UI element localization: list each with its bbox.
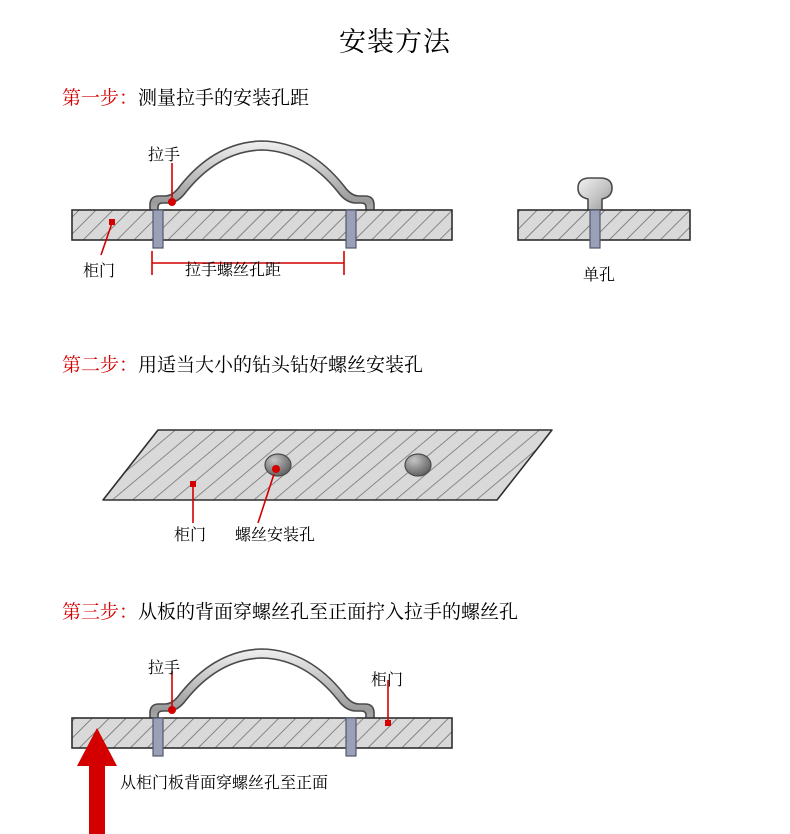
cabinet-door-board <box>72 210 452 240</box>
step-3-number: 第三步 <box>62 601 120 623</box>
screw-right-3 <box>346 718 356 756</box>
label-cabinet-door-1: 柜门 <box>83 261 116 280</box>
handle-leader-dot <box>168 198 176 206</box>
hole-leader-dot <box>272 465 280 473</box>
step-3-separator: ： <box>119 601 139 623</box>
step-2-separator: ： <box>119 354 139 376</box>
door-leader-dot-3 <box>385 720 391 726</box>
cabinet-door-board-right <box>518 210 690 240</box>
page-title: 安装方法 <box>339 27 451 58</box>
label-handle-3: 拉手 <box>148 658 181 677</box>
screw-right <box>346 210 356 248</box>
step-1-separator: ： <box>119 87 139 109</box>
label-screw-hole: 螺丝安装孔 <box>235 525 316 544</box>
screw-single <box>590 210 600 248</box>
label-cabinet-door-2: 柜门 <box>174 525 207 544</box>
step-1-text: 测量拉手的安装孔距 <box>138 87 310 109</box>
label-from-back: 从柜门板背面穿螺丝孔至正面 <box>120 773 329 792</box>
step-3-text: 从板的背面穿螺丝孔至正面拧入拉手的螺丝孔 <box>138 601 519 623</box>
handle-leader-dot-3 <box>168 706 176 714</box>
screw-left-3 <box>153 718 163 756</box>
single-hole-knob <box>578 178 612 214</box>
step-2-heading <box>62 350 423 377</box>
label-cabinet-door-3: 柜门 <box>371 670 404 689</box>
screw-hole-left <box>265 454 291 476</box>
cabinet-door-board-3 <box>72 718 452 748</box>
step-2-illustration <box>0 390 790 560</box>
step-3-heading <box>62 597 518 624</box>
drilled-panel <box>103 430 552 500</box>
label-screw-pitch: 拉手螺丝孔距 <box>185 260 282 279</box>
step-2-number: 第二步 <box>62 354 120 376</box>
step-1-number: 第一步 <box>62 87 120 109</box>
step-2-text: 用适当大小的钻头钻好螺丝安装孔 <box>138 354 424 376</box>
door-leader-dot-2 <box>190 481 196 487</box>
label-handle-1: 拉手 <box>148 145 181 164</box>
step-1-illustration <box>0 0 790 300</box>
step-1-figure <box>0 0 790 300</box>
screw-left <box>153 210 163 248</box>
label-single-hole: 单孔 <box>583 265 616 284</box>
door-leader-dot <box>109 219 115 225</box>
step-2-figure <box>0 390 790 560</box>
screw-hole-right <box>405 454 431 476</box>
